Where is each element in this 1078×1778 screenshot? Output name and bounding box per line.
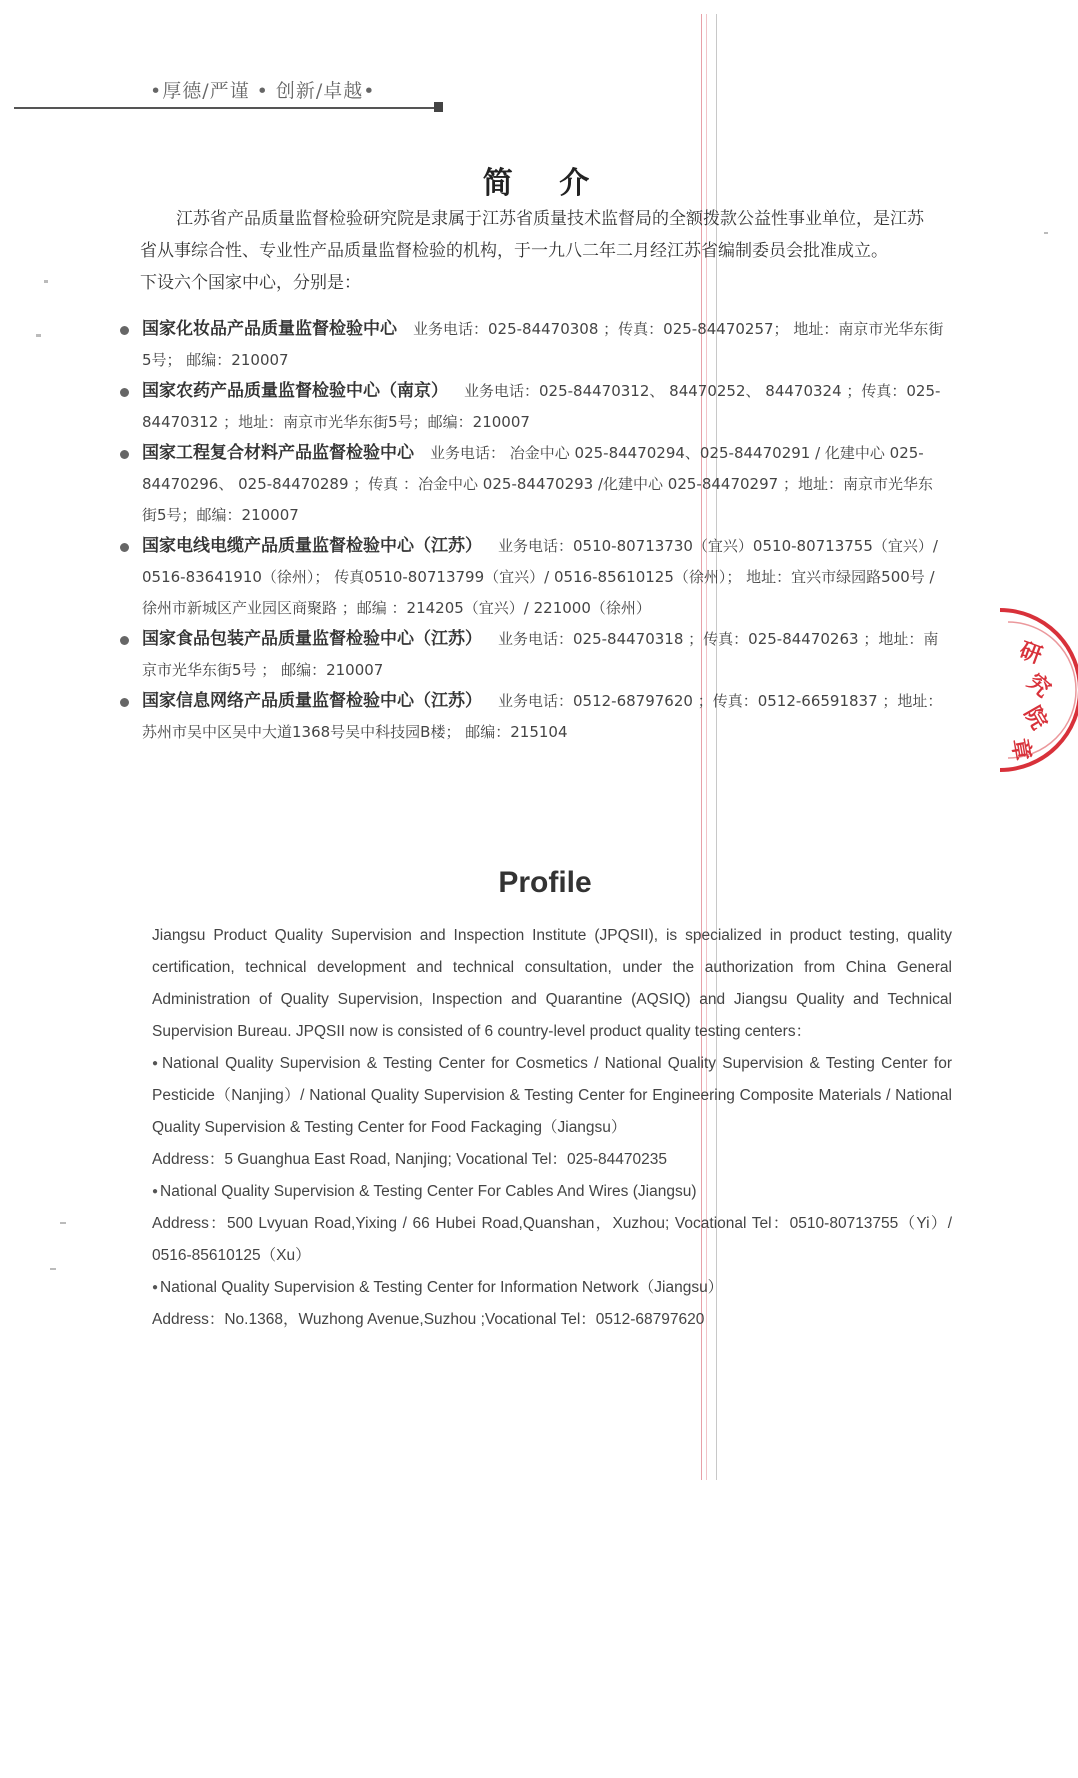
seal-char: 研 (1015, 637, 1046, 670)
scan-speck (1044, 232, 1048, 234)
bullet-icon (120, 388, 129, 397)
en-center-group: ● National Quality Supervision & Testing Center for Cosmetics / National Quality Supervision & Testing Center for Pesticide（Nanjing）/ National Quality Supervision & Testing Center for Engineering Composite Materials / National Quality Supervision & Testing Center for Food Fackaging（Jiangsu） (152, 1048, 952, 1144)
scan-speck (44, 280, 48, 283)
bullet-icon (120, 636, 129, 645)
bullet-icon (120, 450, 129, 459)
cn-center-name: 国家食品包装产品质量监督检验中心（江苏） (142, 629, 482, 649)
cn-center-details: 业务电话： 冶金中心 025-84470294、025-84470291 / 化建中心 025-84470296、 025-84470289 ；传真 ：冶金中心 025-84470293 /化建中心 025-84470297 ；地址：南京市光华东街5号；邮编：210007 (142, 444, 933, 524)
cn-center-item (120, 376, 944, 438)
cn-center-name: 国家信息网络产品质量监督检验中心（江苏） (142, 691, 482, 711)
seal-char: 章 (1006, 736, 1036, 763)
cn-center-name: 国家农药产品质量监督检验中心（南京） (142, 381, 448, 401)
cn-center-item (120, 624, 944, 686)
en-center-address: Address：5 Guanghua East Road, Nanjing; Vocational Tel：025-84470235 (152, 1151, 668, 1168)
header-rule-end (434, 102, 443, 112)
header-rule (14, 107, 440, 109)
en-center-group: ● National Quality Supervision & Testing Center for Information Network（Jiangsu） (152, 1272, 952, 1304)
scan-speck (50, 1268, 56, 1270)
header-motto: •厚德/严谨 • 创新/卓越• (150, 80, 376, 102)
bullet-icon (120, 543, 129, 552)
bullet-icon (120, 698, 129, 707)
en-center-address: Address：500 Lvyuan Road,Yixing / 66 Hubei Road,Quanshan，Xuzhou; Vocational Tel：0510-80713755（Yi）/ 0516-85610125（Xu） (152, 1215, 952, 1264)
en-section-title: Profile (498, 866, 592, 899)
cn-center-name: 国家工程复合材料产品监督检验中心 (142, 443, 414, 463)
seal-char: 院 (1018, 702, 1053, 735)
bullet-icon (120, 326, 129, 335)
cn-center-item (120, 531, 944, 624)
cn-center-item (120, 314, 944, 376)
cn-intro-paragraph: 江苏省产品质量监督检验研究院是隶属于江苏省质量技术监督局的全额拨款公益性事业单位，是江苏省从事综合性、专业性产品质量监督检验的机构，于一九八二年二月经江苏省编制委员会批准成立。 (140, 209, 924, 261)
cn-intro-subheading: 下设六个国家中心，分别是： (140, 273, 361, 293)
en-center-address: Address：No.1368，Wuzhong Avenue,Suzhou ;Vocational Tel：0512-68797620 (152, 1311, 705, 1328)
en-center-group: ● National Quality Supervision & Testing Center For Cables And Wires (Jiangsu) (152, 1176, 952, 1208)
cn-center-item (120, 438, 944, 531)
seal-char: 究 (1022, 668, 1056, 703)
en-intro-paragraph: Jiangsu Product Quality Supervision and Inspection Institute (JPQSII), is specialized in product testing, quality certification, technical development and technical consultation, under the authorization from China General Administration of Quality Supervision, Inspection and Quarantine (AQSIQ) and Jiangsu Quality and Technical Supervision Bureau. JPQSII now is consisted of 6 country-level product quality testing centers： (152, 927, 952, 1040)
official-seal (960, 600, 1078, 780)
cn-center-details: 业务电话：0510-80713730（宜兴）0510-80713755（宜兴）/ 0516-83641910（徐州）； 传真0510-80713799（宜兴）/ 0516-85610125（徐州）； 地址：宜兴市绿园路500号 / 徐州市新城区产业园区商聚路 ；邮编 ：214205（宜兴）/ 221000（徐州） (142, 537, 938, 617)
cn-center-list (120, 314, 944, 748)
cn-center-details: 业务电话：025-84470318 ；传真：025-84470263 ；地址：南京市光华东街5号 ； 邮编：210007 (142, 630, 939, 679)
scan-speck (60, 1222, 66, 1224)
cn-center-name: 国家电线电缆产品质量监督检验中心（江苏） (142, 536, 482, 556)
scan-speck (36, 334, 41, 337)
cn-center-details: 业务电话：0512-68797620 ；传真：0512-66591837 ；地址：苏州市吴中区吴中大道1368号吴中科技园B楼； 邮编：215104 (142, 692, 943, 741)
en-body (152, 920, 952, 1336)
cn-center-item (120, 686, 944, 748)
cn-intro (140, 203, 940, 299)
cn-section-title: 简 介 (482, 166, 608, 201)
cn-center-details: 业务电话：025-84470308 ；传真：025-84470257； 地址：南京市光华东街5号； 邮编：210007 (142, 320, 944, 369)
cn-center-details: 业务电话：025-84470312、 84470252、 84470324 ；传真：025-84470312 ；地址：南京市光华东街5号；邮编：210007 (142, 382, 941, 431)
cn-center-name: 国家化妆品产品质量监督检验中心 (142, 319, 397, 339)
